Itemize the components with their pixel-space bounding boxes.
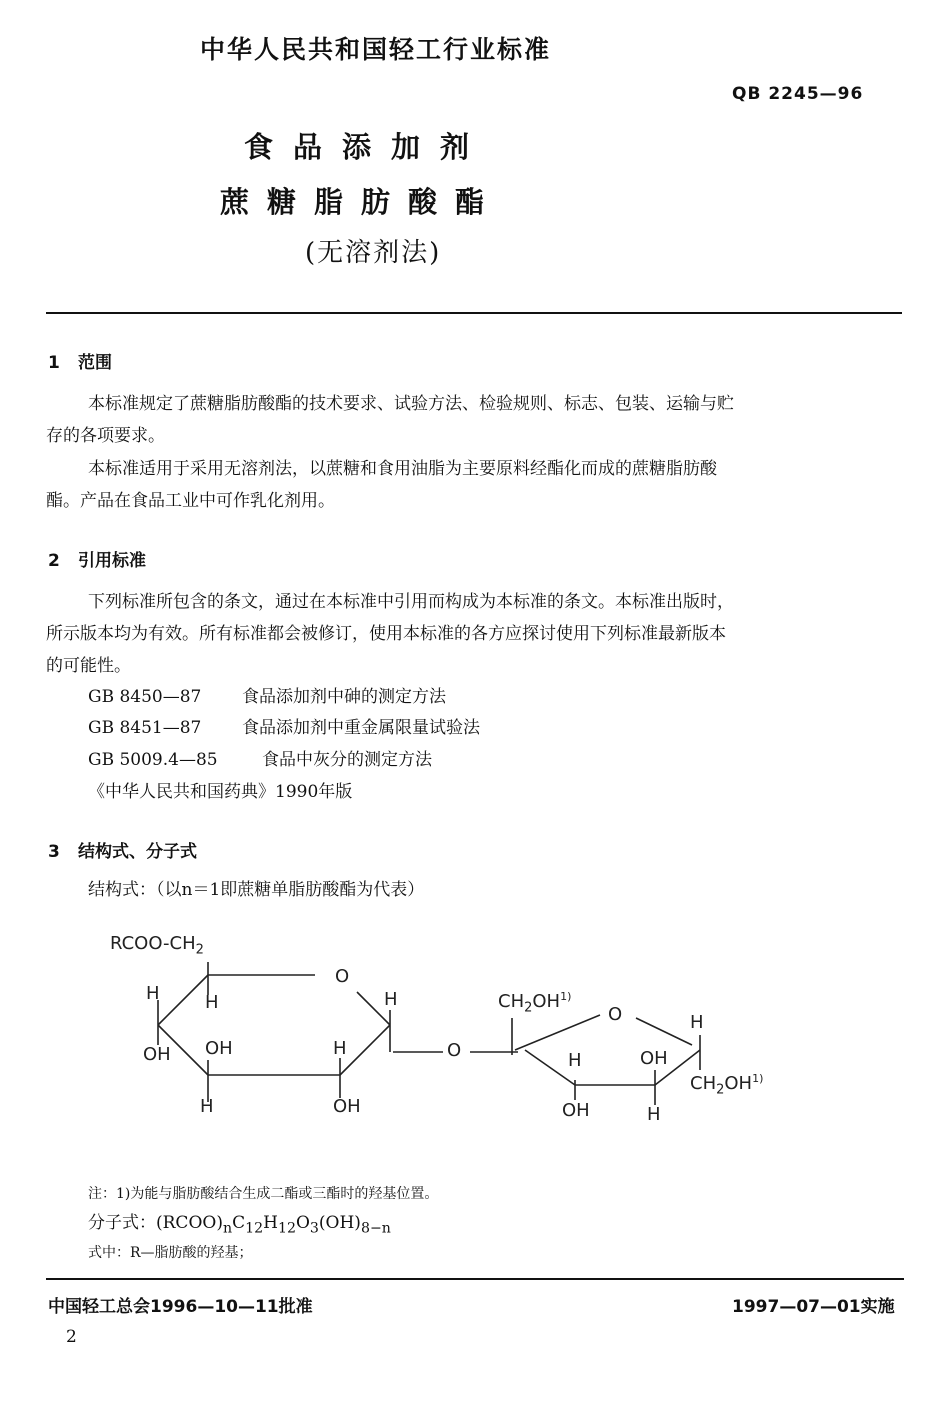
formula-label: 分子式：: [88, 1213, 156, 1233]
label-rcoo-ch2: RCOO-$CH_2$: [110, 933, 204, 958]
section-3-title: 结构式、分子式: [78, 842, 197, 862]
s1-para1-line1: 本标准规定了蔗糖脂肪酸酯的技术要求、试验方法、检验规则、标志、包装、运输与贮: [88, 394, 734, 414]
bond-lower-right: [340, 1025, 390, 1075]
label-fru-oh-c3: OH: [562, 1100, 590, 1121]
label-fru-h-top: H: [690, 1012, 704, 1033]
approval-date: 中国轻工总会1996—10—11批准: [48, 1297, 313, 1317]
label-h-c5: H: [146, 983, 160, 1004]
label-fru-oh-c4: OH: [640, 1048, 668, 1069]
page-number: 2: [66, 1327, 77, 1347]
s2-para-line1: 下列标准所包含的条文，通过在本标准中引用而构成为本标准的条文。本标准出版时，: [88, 592, 734, 612]
footer-rule: [46, 1278, 904, 1280]
s1-para1-line2: 存的各项要求。: [46, 426, 165, 446]
ref-1-name: 食品添加剂中砷的测定方法: [242, 687, 446, 707]
molecular-formula: 分子式：$(RCOO)_nC_{12}H_{12}O_3(OH)_{8-n}$: [88, 1213, 391, 1237]
title-line-1: 食品添加剂: [244, 130, 490, 164]
bond-fru-to-o: [515, 1015, 600, 1050]
label-h-c4: H: [205, 992, 219, 1013]
s2-para-line2: 所示版本均为有效。所有标准都会被修订，使用本标准的各方应探讨使用下列标准最新版本: [46, 624, 726, 644]
section-1-title: 范围: [78, 353, 112, 373]
standard-code: QB 2245—96: [732, 84, 864, 104]
label-oh-c4: OH: [143, 1044, 171, 1065]
formula-where: 式中：R—脂肪酸的羟基；: [88, 1245, 253, 1261]
s2-para-line3: 的可能性。: [46, 656, 131, 676]
section-2-number: 2: [48, 551, 60, 571]
effective-date: 1997—07—01实施: [732, 1297, 895, 1317]
label-ch2oh-2: $CH_2OH^{1)}$: [690, 1072, 764, 1098]
s1-para2-line1: 本标准适用于采用无溶剂法，以蔗糖和食用油脂为主要原料经酯化而成的蔗糖脂肪酸: [88, 459, 717, 479]
label-ring-o: O: [335, 966, 350, 987]
label-fru-h-c3: H: [568, 1050, 582, 1071]
ref-4: 《中华人民共和国药典》1990年版: [88, 782, 353, 802]
label-oh-c2: OH: [333, 1096, 361, 1117]
label-glycosidic-o: O: [447, 1040, 462, 1061]
ref-3-name: 食品中灰分的测定方法: [262, 750, 432, 770]
label-ch2oh-1: $CH_2OH^{1)}$: [498, 990, 572, 1016]
label-h-c3: H: [200, 1096, 214, 1117]
ref-3-code: GB 5009.4—85: [88, 750, 218, 770]
title-subtitle: (无溶剂法): [305, 238, 442, 268]
label-h-c1: H: [384, 989, 398, 1010]
ref-1-code: GB 8450—87: [88, 687, 202, 707]
title-line-2: 蔗糖脂肪酸酯: [220, 185, 503, 219]
ref-2-name: 食品添加剂中重金属限量试验法: [242, 718, 480, 738]
label-fru-ring-o: O: [608, 1004, 623, 1025]
bond-o-to-c5: [636, 1018, 692, 1045]
bond-upper-left: [158, 975, 208, 1025]
ref-2-code: GB 8451—87: [88, 718, 202, 738]
label-fru-h-c4: H: [647, 1104, 661, 1125]
section-1-number: 1: [48, 353, 60, 373]
section-3-number: 3: [48, 842, 60, 862]
structure-label: 结构式：（以n＝1即蔗糖单脂肪酸酯为代表）: [88, 880, 425, 900]
s1-para2-line2: 酯。产品在食品工业中可作乳化剂用。: [46, 491, 335, 511]
issuing-body: 中华人民共和国轻工行业标准: [200, 35, 552, 64]
label-oh-c3: OH: [205, 1038, 233, 1059]
label-h-c2: H: [333, 1038, 347, 1059]
section-2-title: 引用标准: [78, 551, 146, 571]
structure-note: 注：1)为能与脂肪酸结合生成二酯或三酯时的羟基位置。: [88, 1186, 439, 1202]
